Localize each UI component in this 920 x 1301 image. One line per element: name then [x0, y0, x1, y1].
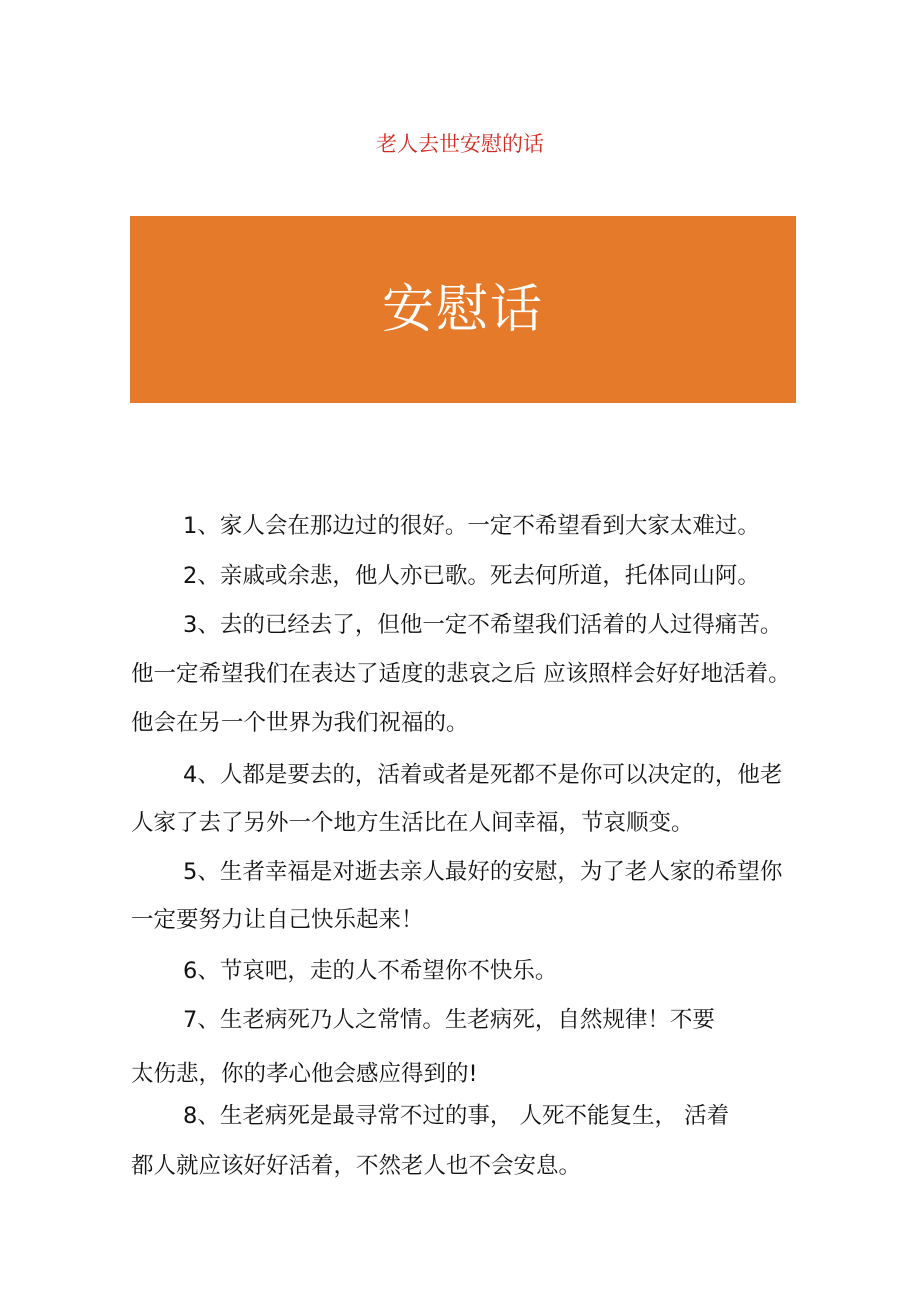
- paragraph-line: 6、节哀吧，走的人不希望你不快乐。: [183, 958, 558, 984]
- paragraph-line: 他会在另一个世界为我们祝福的。: [131, 710, 469, 736]
- paragraph-line: 5、生者幸福是对逝去亲人最好的安慰，为了老人家的希望你: [183, 859, 783, 885]
- paragraph-line: 2、亲戚或余悲，他人亦已歌。死去何所道，托体同山阿。: [183, 563, 760, 589]
- paragraph-line: 7、生老病死乃人之常情。生老病死，自然规律！不要: [183, 1007, 715, 1033]
- paragraph-line: 4、人都是要去的，活着或者是死都不是你可以决定的，他老: [183, 762, 783, 788]
- paragraph-line: 他一定希望我们在表达了适度的悲哀之后 应该照样会好好地活着。: [131, 661, 791, 687]
- title-banner: [130, 216, 796, 403]
- paragraph-line: 8、生老病死是最寻常不过的事， 人死不能复生， 活着: [183, 1103, 730, 1129]
- paragraph-line: 一定要努力让自己快乐起来！: [131, 907, 424, 933]
- paragraph-line: 人家了去了另外一个地方生活比在人间幸福，节哀顺变。: [131, 810, 694, 836]
- paragraph-line: 都人就应该好好活着，不然老人也不会安息。: [131, 1153, 582, 1179]
- paragraph-line: 1、家人会在那边过的很好。一定不希望看到大家太难过。: [183, 513, 760, 539]
- document-title: 老人去世安慰的话: [376, 132, 544, 156]
- banner-text: 安慰话: [381, 279, 544, 340]
- paragraph-line: 太伤悲，你的孝心他会感应得到的!: [131, 1061, 478, 1087]
- paragraph-line: 3、去的已经去了，但他一定不希望我们活着的人过得痛苦。: [183, 612, 783, 638]
